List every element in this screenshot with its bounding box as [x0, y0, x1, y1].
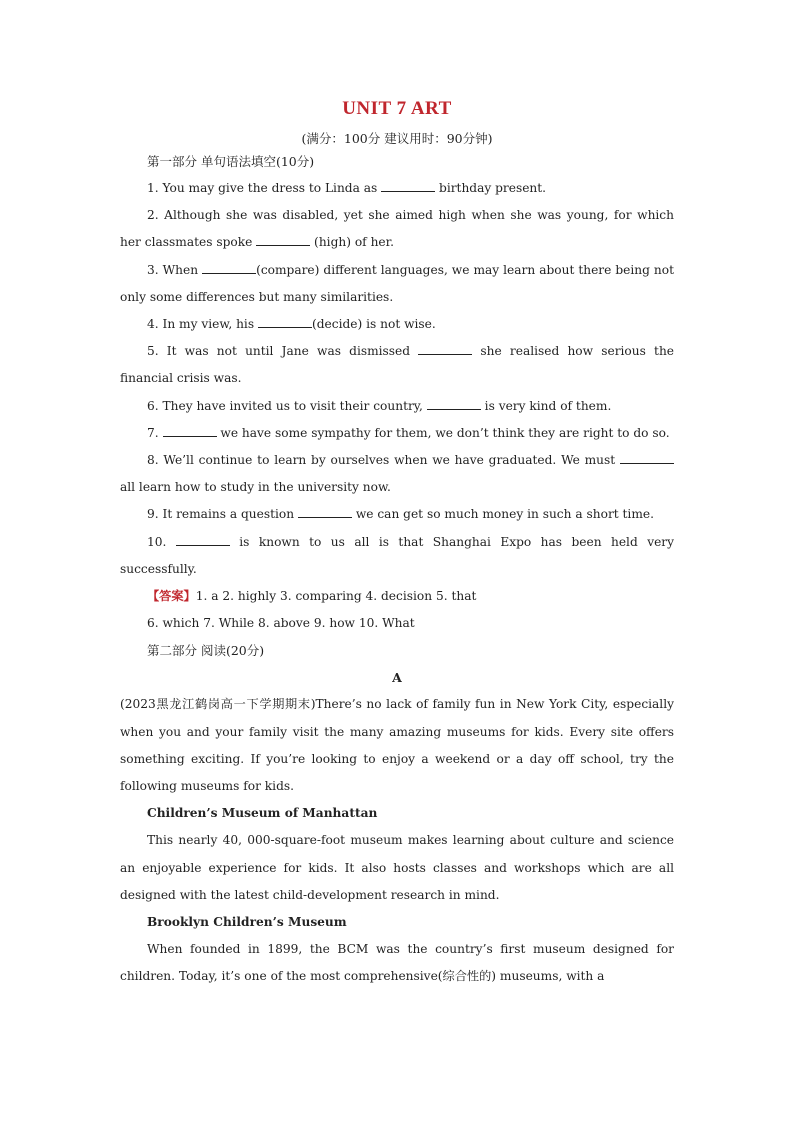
passage-intro: (2023黑龙江鹤岗高一下学期期末)There’s no lack of family fun in New York City, especially when you and your family visit the many amazing museums for kids. Every site offers something exciting. If you’re looking to enjoy a weekend or a day off school, try the following museums for kids.: [120, 697, 674, 794]
museum-description: This nearly 40, 000-square-foot museum makes learning about culture and science an enjoyable experience for kids. It also hosts classes and workshops which are all designed with the latest child-development research in mind.: [120, 833, 674, 902]
answer-blank: [163, 424, 217, 437]
question-item: 5. It was not until Jane was dismissed she realised how serious the financial crisis was.: [120, 344, 675, 386]
page-subtitle: (满分：100分 建议用时：90分钟): [301, 131, 493, 146]
question-item: 8. We’ll continue to learn by ourselves when we have graduated. We must all learn how to study in the university now.: [120, 447, 674, 501]
question-item: 2. Although she was disabled, yet she aimed high when she was young, for which her classmates spoke (high) of her.: [120, 208, 674, 250]
section-heading-part2: 第二部分 阅读(20分): [147, 643, 265, 659]
answer-blank: [202, 261, 256, 274]
answer-blank: [258, 315, 312, 328]
passage-letter: A: [392, 670, 402, 686]
question-item: 6. They have invited us to visit their country, is very kind of them.: [147, 398, 612, 413]
museum-description: When founded in 1899, the BCM was the country’s first museum designed for children. Today, it’s one of the most comprehensive(综合性的) museums, with a: [120, 942, 674, 984]
question-item: 1. You may give the dress to Linda as birthday present.: [147, 181, 547, 195]
museum-title: Brooklyn Children’s Museum: [147, 915, 347, 930]
section-heading-part1: 第一部分 单句语法填空(10分): [147, 154, 315, 169]
question-list: [120, 175, 674, 583]
question-item: 4. In my view, his (decide) is not wise.: [147, 317, 436, 332]
answer-blank: [418, 342, 472, 355]
answer-blank: [427, 397, 481, 410]
answer-blank: [620, 451, 674, 464]
question-item: 9. It remains a question we can get so much money in such a short time.: [147, 507, 654, 522]
question-item: 7. we have some sympathy for them, we don’t think they are right to do so.: [147, 425, 670, 440]
question-item: 3. When (compare) different languages, we may learn about there being not only some differences but many similarities.: [120, 262, 674, 304]
document-page: [120, 96, 674, 991]
page-title: UNIT 7 ART: [342, 98, 452, 119]
answer-blank: [298, 505, 352, 518]
answer-key: [120, 583, 674, 610]
museum-title: Children’s Museum of Manhattan: [147, 806, 378, 821]
question-item: 10. is known to us all is that Shanghai Expo has been held very successfully.: [120, 534, 674, 576]
answer-blank: [381, 179, 435, 192]
answer-key-line2: 6. which 7. While 8. above 9. how 10. What: [147, 616, 415, 631]
answer-blank: [176, 533, 230, 546]
answer-key-line1: 1. a 2. highly 3. comparing 4. decision 5. that: [195, 589, 477, 604]
answer-blank: [256, 233, 310, 246]
answer-label: 【答案】: [147, 589, 196, 604]
